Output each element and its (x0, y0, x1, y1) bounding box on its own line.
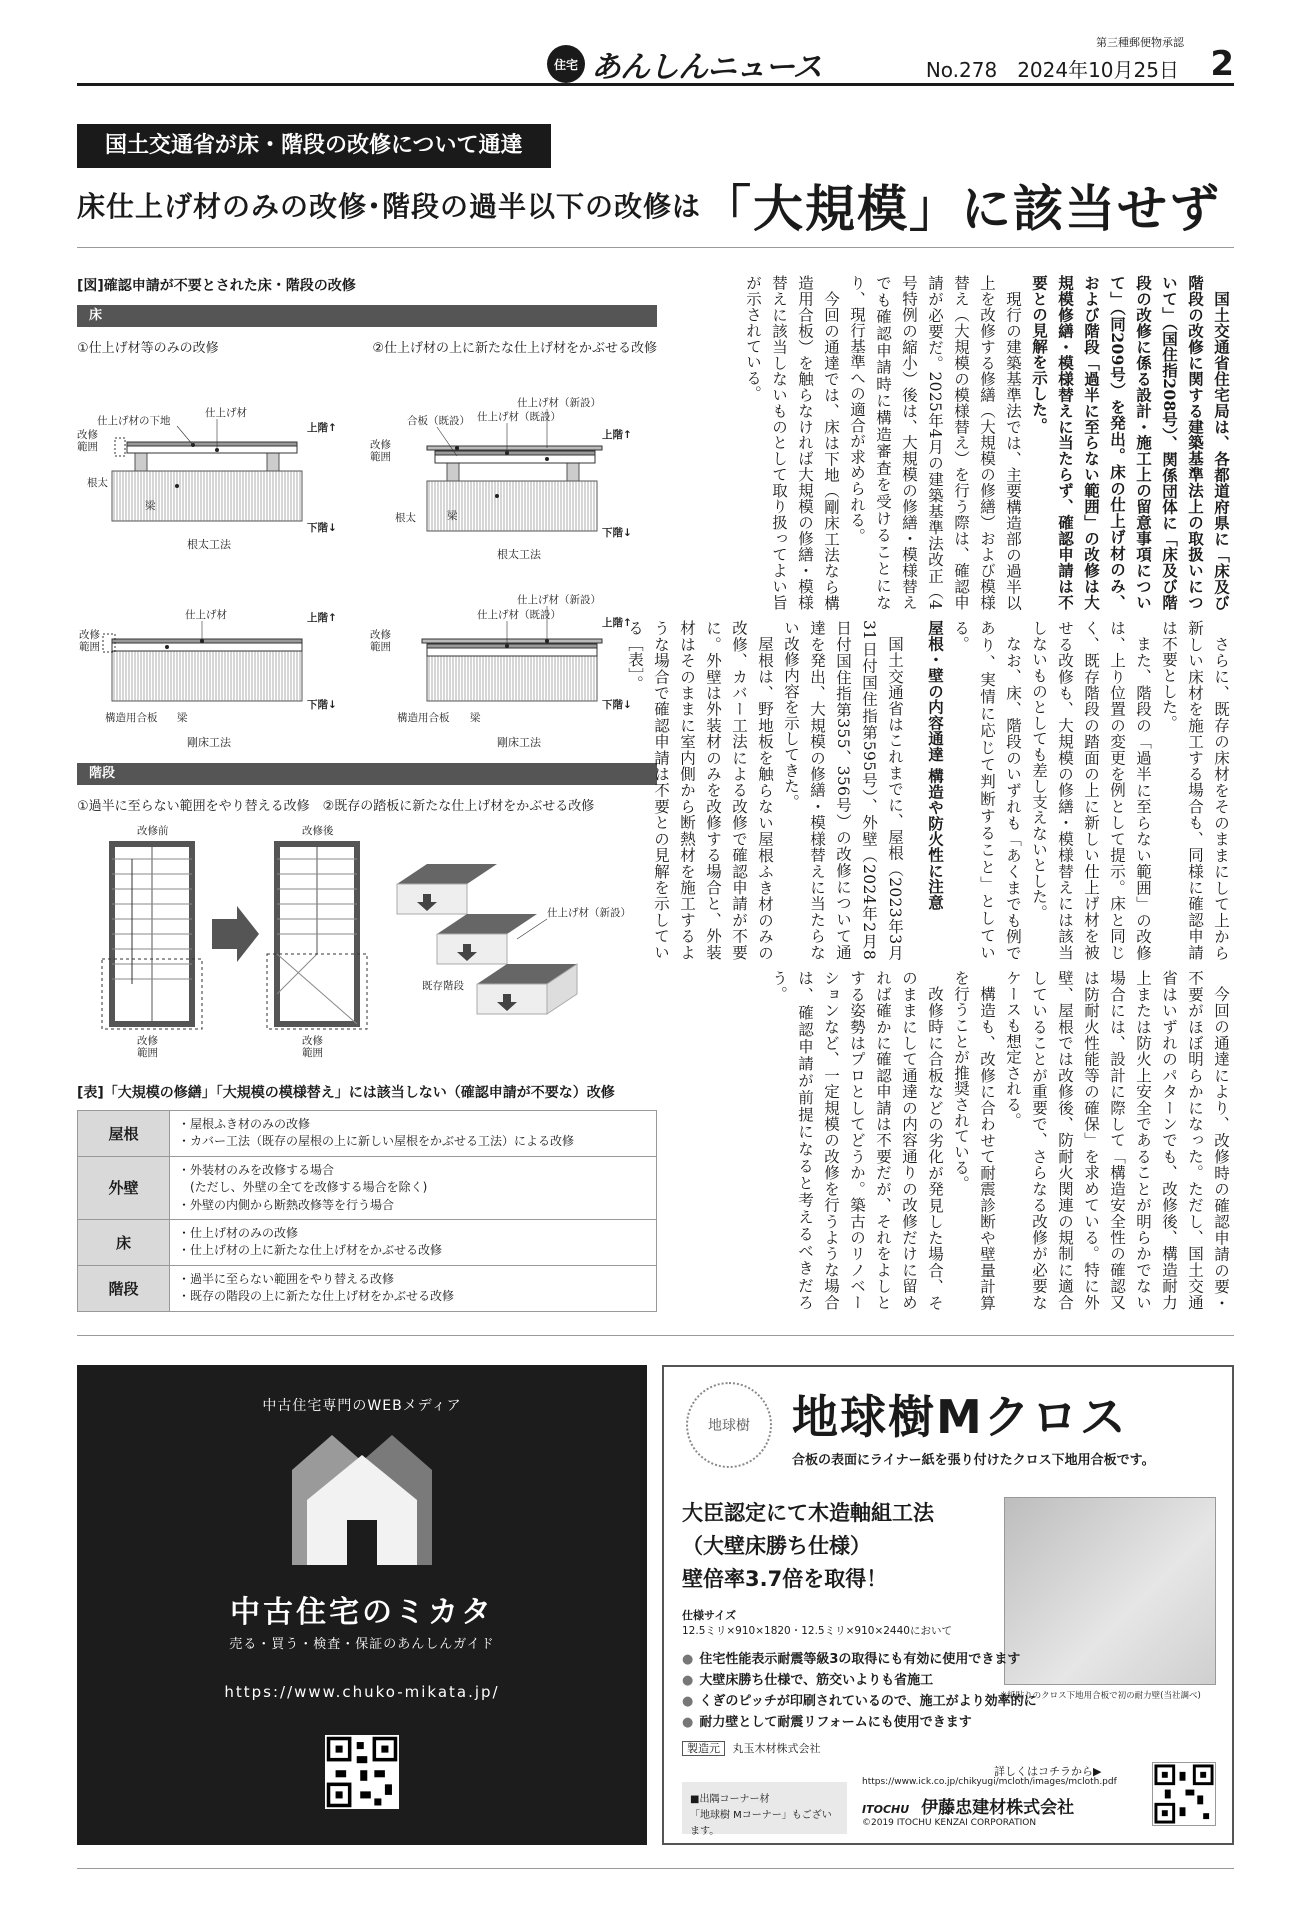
label-finish-2: 仕上げ材 (185, 609, 227, 621)
headline-sub: 床仕上げ材のみの改修･階段の過半以下の改修は (77, 190, 702, 223)
ad-chikyugi-mcloth[interactable] (662, 1365, 1234, 1845)
masthead (77, 28, 1234, 86)
article-paragraph: また、階段の「過半に至らない範囲」の改修は、上り位置の変更を例として提示。床と同じく、既存階段の踏面の上に新しい仕上げ材を被せる改修も、大規模の修繕・模様替えには該当しないものとしても差し支えないとした。 (1030, 620, 1152, 960)
spec-text: 12.5ミリ×910×1820・12.5ミリ×910×2440において (682, 1625, 952, 1637)
newspaper-logo (547, 42, 822, 86)
headline-kicker: 国土交通省が床・階段の改修について通達 (77, 124, 551, 168)
label-stairs-repair-a: 改修 (137, 1035, 158, 1047)
stairs-cover-3d (397, 864, 631, 1014)
ad-left-title: 中古住宅のミカタ (230, 1595, 494, 1630)
label-struct-plywood-2: 構造用合板 (397, 712, 450, 724)
label-up-4: 上階↑ (602, 617, 632, 629)
corner-note (682, 1782, 847, 1837)
copyright: ©2019 ITOCHU KENZAI CORPORATION (862, 1818, 1037, 1828)
floor-diagram-1-joist (77, 406, 337, 551)
table-cat-floor: 床 (78, 1219, 170, 1265)
postal-approval: 第三種郵便物承認 (1096, 36, 1184, 49)
ad-right-product: 地球樹Mクロス (792, 1390, 1128, 1444)
floor-sub-label-2: ②仕上げ材の上に新たな仕上げ材をかぶせる改修 (372, 341, 657, 356)
label-plywood-existing: 合板（既設） (407, 415, 470, 427)
headline-main: 「大規模」に該当せず (701, 179, 1222, 238)
label-repair-2b: 範囲 (370, 451, 391, 463)
table-cat-wall: 外壁 (78, 1156, 170, 1219)
label-finish-new-2: 仕上げ材（新設） (517, 594, 601, 606)
figure-caption: [図]確認申請が不要とされた床・階段の改修 (77, 278, 356, 294)
more-info-link[interactable]: 詳しくはコチラから▶ (994, 1765, 1102, 1778)
ad-headline-line-1: 大臣認定にて木造軸組工法 (682, 1501, 934, 1525)
article-lead: 国土交通省住宅局は、各都道府県に「床及び階段の改修に関する建築基準法上の取扱いについて」（国住指208号）、関係団体に「床及び階段の改修に係る設計・施工上の留意事項について」（同209号）を発出。床の仕上げ材のみ、および階段「過半に至らない範囲」の改修は大規模修繕・模様替えに当たらず、確認申請は不要との見解を示した。 (1030, 275, 1231, 610)
ad-left-tag: 中古住宅専門のWEBメディア (262, 1398, 462, 1414)
headline (77, 170, 1234, 240)
maker (682, 1740, 821, 1756)
ad-left-url[interactable]: https://www.chuko-mikata.jp/ (224, 1683, 500, 1701)
article-paragraph: 構造も、改修に合わせて耐震診断や壁量計算を行うことが推奨されている。 (952, 970, 996, 1310)
caption-rigid-method-2: 剛床工法 (497, 736, 541, 749)
article-tier-1 (682, 275, 1234, 610)
table-line: ・屋根ふき材のみの改修 (178, 1117, 311, 1131)
label-finish-base: 仕上げ材の下地 (97, 415, 171, 427)
label-repair-3b: 範囲 (79, 641, 100, 653)
spec-label: 仕様サイズ (682, 1609, 737, 1622)
stairs-after (267, 824, 367, 1059)
table-line: ・過半に至らない範囲をやり替える改修 (178, 1271, 395, 1286)
article-subhead: 屋根・壁の内容通達 構造や防火性に注意 (926, 620, 944, 911)
label-down-3: 下階↓ (307, 699, 337, 711)
ad-left-subtitle: 売る・買う・検査・保証のあんしんガイド (229, 1637, 495, 1652)
table-body-floor (170, 1219, 657, 1265)
article-paragraph: 改修時に合板などの劣化が発見した場合、そのままにして通達の内容通りの改修だけに留めれば確かに確認申請は不要だが、それをよしとする姿勢はプロとしてどうか。築古のリノベーションなど、一定規模の改修を行うような場合は、確認申請が前提になると考えるべきだろう。 (770, 970, 944, 1310)
table-cat-roof: 屋根 (78, 1111, 170, 1157)
page-number: 2 (1210, 44, 1234, 84)
caption-joist-method-1: 根太工法 (187, 538, 231, 551)
headline-divider (77, 247, 1234, 248)
ad-right-headline (682, 1497, 934, 1596)
label-finish-existing-2: 仕上げ材（既設） (477, 609, 561, 621)
stairs-section-bar: 階段 (77, 763, 657, 785)
ad-right-tagline: 合板の表面にライナー紙を張り付けたクロス下地用合板です。 (792, 1453, 1155, 1468)
itochu-logo: ITOCHU (862, 1803, 910, 1816)
ad-chuko-mikata[interactable] (77, 1365, 647, 1845)
label-stairs-after: 改修後 (302, 825, 334, 837)
stairs-sub-label-text: ①過半に至らない範囲をやり替える改修 ②既存の踏板に新たな仕上げ材をかぶせる改修 (77, 799, 595, 814)
label-repair-2a: 改修 (370, 439, 391, 451)
stairs-before (102, 824, 202, 1059)
label-existing-stairs: 既存階段 (422, 980, 464, 992)
chikyugi-seal: 地球樹 (686, 1382, 772, 1468)
stairs-sub-label (77, 795, 657, 814)
company (862, 1793, 1074, 1818)
article-tier-3 (682, 970, 1234, 1310)
figure (77, 275, 657, 1068)
ad-headline-line-2: （大壁床勝ち仕様） (682, 1534, 871, 1558)
stairs-diagram (77, 814, 657, 1064)
list-item: ● 大壁床勝ち仕様で、筋交いよりも省施工 (682, 1670, 1037, 1691)
article-paragraph: 屋根は、野地板を触らない屋根ふき材のみの改修、カバー工法による改修で確認申請が不要に。外壁は外装材のみを改修する場合と、外装材はそのままに室内側から断熱材を施工するような場合で確認申請は不要との見解を示している［表］。 (626, 620, 774, 960)
issue-number-date: No.278 2024年10月25日 (925, 58, 1179, 82)
label-repair-4b: 範囲 (370, 641, 391, 653)
label-stairs-repair-c: 改修 (302, 1035, 323, 1047)
table-line: ・仕上げ材のみの改修 (178, 1225, 299, 1240)
floor-diagram-4-rigid (370, 593, 632, 749)
label-stairs-repair-b: 範囲 (137, 1047, 158, 1059)
label-beam-3: 梁 (177, 712, 188, 724)
caption-rigid-method-1: 剛床工法 (187, 736, 231, 749)
table-row (78, 1156, 657, 1219)
label-stairs-before: 改修前 (137, 825, 169, 837)
table-row (78, 1219, 657, 1265)
table-title: [表]「大規模の修繕」「大規模の模様替え」には該当しない（確認申請が不要な）改修 (77, 1085, 615, 1101)
maker-tag: 製造元 (682, 1741, 725, 1756)
table-line: ・仕上げ材の上に新たな仕上げ材をかぶせる改修 (178, 1243, 443, 1258)
floor-diagram-3-rigid (79, 608, 337, 749)
feature-list (682, 1649, 1037, 1733)
arrow-right-icon (212, 906, 259, 962)
note-line-1: ■出隅コーナー材 (690, 1794, 770, 1805)
table-row (78, 1111, 657, 1157)
page-divider (77, 1335, 1234, 1336)
maker-name: 丸玉木材株式会社 (732, 1742, 821, 1755)
table-body-stairs (170, 1265, 657, 1311)
list-item: ● くぎのピッチが印刷されているので、施工がより効率的に (682, 1691, 1037, 1712)
ad-headline-line-3: 壁倍率3.7倍を取得！ (682, 1567, 888, 1591)
label-beam-1: 梁 (145, 500, 156, 512)
label-up-2: 上階↑ (602, 429, 632, 441)
article-paragraph: 今回の通達では、床は下地（剛床工法なら構造用合板）を触らなければ大規模の修繕・模様替えに該当しないものとして取り扱ってよい旨が示されている。 (744, 275, 840, 610)
company-name: 伊藤忠建材株式会社 (921, 1798, 1075, 1818)
caption-joist-method-2: 根太工法 (497, 548, 541, 561)
label-struct-plywood-1: 構造用合板 (105, 712, 158, 724)
floor-diagram (77, 356, 657, 751)
label-new-finish-stairs: 仕上げ材（新設） (547, 907, 631, 919)
list-item: ● 耐力壁として耐震リフォームにも使用できます (682, 1712, 1037, 1733)
renovation-table (77, 1082, 657, 1312)
floor-sub-labels (77, 337, 657, 356)
bottom-divider (77, 1868, 1234, 1869)
label-joist-2: 根太 (395, 512, 416, 524)
label-down-2: 下階↓ (602, 527, 632, 539)
label-down-1: 下階↓ (307, 522, 337, 534)
logo-text: あんしんニュース (591, 50, 822, 85)
qr-code-icon[interactable] (325, 1735, 399, 1809)
article-paragraph: 今回の通達により、改修時の確認申請の要・不要がほぼ明らかになった。ただし、国土交通省はいずれのパターンでも、改修後、構造耐力上または防火上安全であることが明らかでない場合には、設計に際して「構造安全性の確認又は防耐火性能等の確保」を求めている。特に外壁、屋根では改修後、防耐火関連の規制に適合していることが重要で、さらなる改修が必要なケースも想定される。 (1004, 970, 1230, 1310)
table (77, 1110, 657, 1312)
article-paragraph: 国土交通省はこれまでに、屋根（2023年3月31日付国住指第595号）、外壁（2024年2月8日付国住指第355、356号）の改修について通達を発出、大規模の修繕・模様替えに当たらない改修内容を示してきた。 (782, 620, 904, 960)
label-repair-1b: 範囲 (77, 441, 98, 453)
label-beam-2: 梁 (447, 510, 458, 522)
label-repair-4a: 改修 (370, 629, 391, 641)
label-finish-new-1: 仕上げ材（新設） (517, 397, 601, 409)
label-repair-1a: 改修 (77, 429, 98, 441)
logo-badge: 住宅 (547, 45, 585, 83)
table-body-roof (170, 1111, 657, 1157)
label-beam-4: 梁 (470, 712, 481, 724)
label-down-4: 下階↓ (602, 699, 632, 711)
qr-code-icon[interactable] (1152, 1762, 1216, 1826)
floor-sub-label-1: ①仕上げ材等のみの改修 (77, 341, 219, 356)
label-joist-1: 根太 (87, 477, 108, 489)
article-body (626, 275, 1234, 1310)
table-line: ・外壁の内側から断熱改修等を行う場合 (178, 1197, 395, 1212)
table-body-wall (170, 1156, 657, 1219)
floor-section-bar: 床 (77, 305, 657, 327)
article-paragraph: さらに、既存の床材をそのままにして上から新しい床材を施工する場合も、同様に確認申請は不要とした。 (1160, 620, 1230, 960)
label-finish-1: 仕上げ材 (205, 407, 247, 419)
article-paragraph: なお、床、階段のいずれも「あくまでも例であり、実情に応じて判断すること」としている。 (952, 620, 1022, 960)
table-cat-stairs: 階段 (78, 1265, 170, 1311)
article-paragraph: 現行の建築基準法では、主要構造部の過半以上を改修する修繕（大規模の修繕）および模様替え（大規模の模様替え）を行う際は、確認申請が必要だ。2025年4月の建築基準法改正（4号特例の縮小）後は、大規模の修繕・模様替えでも確認申請時に構造審査を受けることになり、現行基準への適合が求められる。 (848, 275, 1022, 610)
note-line-2: 「地球樹 Mコーナー」もございます。 (690, 1810, 832, 1837)
table-line: ・外装材のみを改修する場合 (178, 1162, 335, 1177)
label-repair-3a: 改修 (79, 629, 100, 641)
list-item: ● 住宅性能表示耐震等級3の取得にも有効に使用できます (682, 1649, 1037, 1670)
table-line: ・既存の階段の上に新たな仕上げ材をかぶせる改修 (178, 1289, 455, 1304)
house-logo-icon (292, 1435, 432, 1565)
floor-diagram-2-joist (370, 396, 632, 561)
label-up-3: 上階↑ (307, 612, 337, 624)
label-finish-existing-1: 仕上げ材（既設） (477, 411, 561, 423)
label-stairs-repair-d: 範囲 (302, 1047, 323, 1059)
ad-right-url[interactable]: https://www.ick.co.jp/chikyugi/mcloth/images/mcloth.pdf (862, 1777, 1117, 1787)
table-line: (ただし、外壁の全てを改修する場合を除く) (178, 1180, 428, 1195)
article-tier-2 (626, 620, 1234, 960)
table-row (78, 1265, 657, 1311)
label-up-1: 上階↑ (307, 422, 337, 434)
table-line: ・カバー工法（既存の屋根の上に新しい屋根をかぶせる工法）による改修 (178, 1134, 575, 1149)
photo-caption: ※紙貼りのクロス下地用合板で初の耐力壁(当社調べ) (1000, 1691, 1201, 1701)
